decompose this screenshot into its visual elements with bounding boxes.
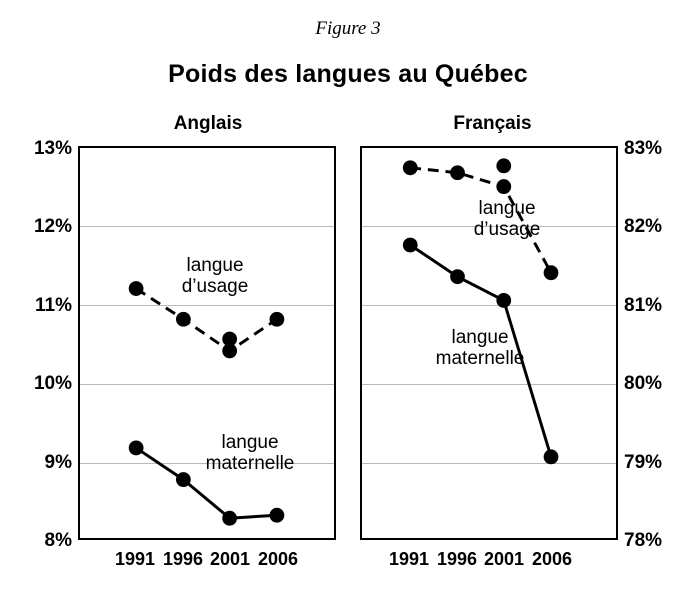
annotation-langue-maternelle-right: langue maternelle <box>435 327 525 370</box>
figure-label: Figure 3 <box>315 18 381 39</box>
data-point <box>450 165 465 180</box>
ytick-left-10: 10% <box>33 373 72 394</box>
xtick-right-1996: 1996 <box>436 549 478 569</box>
data-point <box>544 449 559 464</box>
ytick-left-12: 12% <box>33 216 72 237</box>
ytick-right-80: 80% <box>624 373 663 394</box>
series-plot-anglais <box>80 148 334 538</box>
chart-panel-anglais <box>78 146 336 540</box>
ytick-right-83: 83% <box>624 138 663 159</box>
ytick-right-81: 81% <box>624 295 663 316</box>
ytick-left-8: 8% <box>44 530 72 551</box>
data-point <box>403 238 418 253</box>
panel-title-anglais: Anglais <box>173 113 243 134</box>
data-point <box>450 269 465 284</box>
annotation-langue-usage-left: langue d’usage <box>181 255 249 298</box>
xtick-left-1996: 1996 <box>162 549 204 569</box>
data-point <box>270 508 285 523</box>
ytick-right-78: 78% <box>624 530 663 551</box>
data-point <box>496 293 511 308</box>
ytick-right-79: 79% <box>624 452 663 473</box>
xtick-left-2006: 2006 <box>257 549 299 569</box>
panel-title-francais: Français <box>453 113 532 134</box>
data-point <box>403 160 418 175</box>
page-title: Poids des langues au Québec <box>168 60 528 88</box>
data-point <box>222 343 237 358</box>
xtick-right-2006: 2006 <box>531 549 573 569</box>
xtick-left-1991: 1991 <box>114 549 156 569</box>
data-point <box>176 312 191 327</box>
annotation-langue-usage-right: langue d’usage <box>473 198 541 241</box>
data-point <box>544 265 559 280</box>
ytick-left-9: 9% <box>44 452 72 473</box>
annotation-langue-maternelle-left: langue maternelle <box>205 432 295 475</box>
ytick-left-13: 13% <box>33 138 72 159</box>
xtick-right-1991: 1991 <box>388 549 430 569</box>
data-point <box>496 179 511 194</box>
line-langue-usage <box>136 289 277 351</box>
ytick-right-82: 82% <box>624 216 663 237</box>
ytick-left-11: 11% <box>35 295 72 316</box>
xtick-left-2001: 2001 <box>209 549 251 569</box>
data-point <box>222 511 237 526</box>
xtick-right-2001: 2001 <box>483 549 525 569</box>
data-point <box>270 312 285 327</box>
data-point <box>496 158 511 173</box>
data-point <box>129 441 144 456</box>
